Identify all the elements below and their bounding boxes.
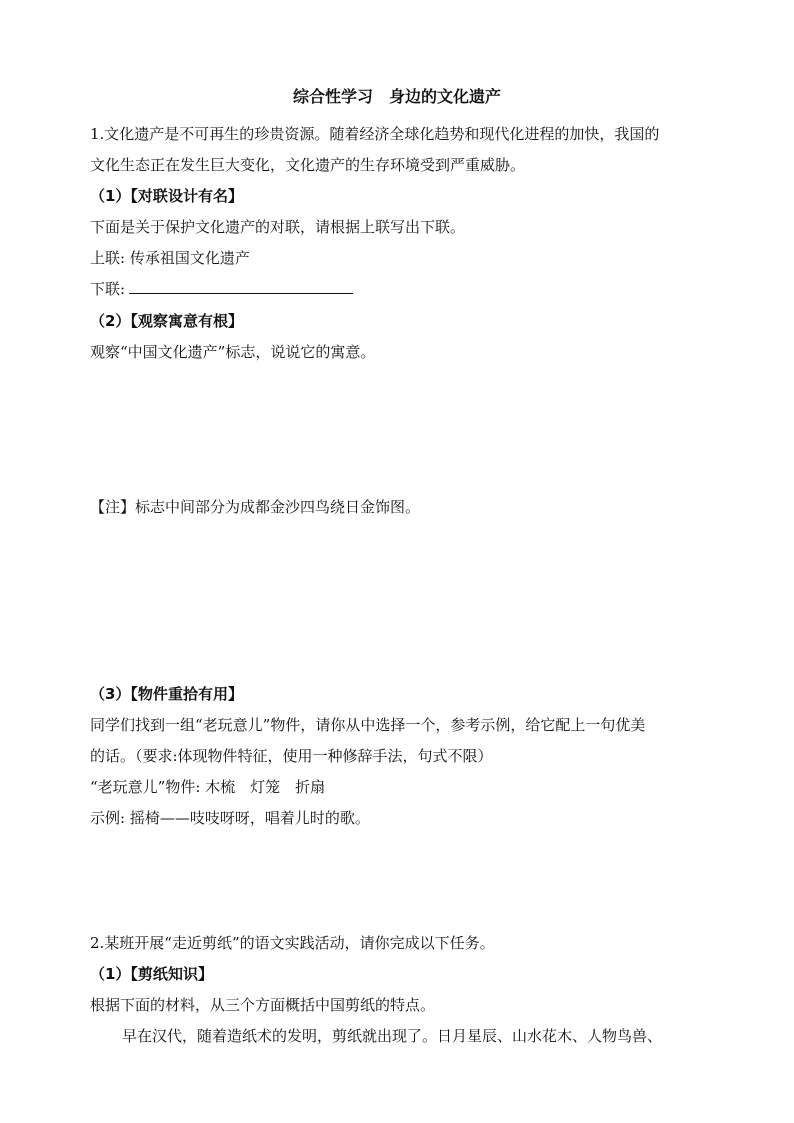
q2-part1-label-text: （1）【剪纸知识】 <box>90 965 213 983</box>
q1-intro-line1: 1.文化遗产是不可再生的珍贵资源。随着经济全球化趋势和现代化进程的加快，我国的 <box>90 125 660 143</box>
q1-part2-label <box>90 311 704 331</box>
q1-part2-text: 观察“中国文化遗产”标志，说说它的寓意。 <box>90 343 376 361</box>
page-title: 综合性学习 身边的文化遗产 <box>292 87 501 106</box>
q1-part3-label-text: （3）【物件重拾有用】 <box>90 685 243 703</box>
q1-part2-label-text: （2）【观察寓意有根】 <box>90 312 243 330</box>
q1-part3-line2: 的话。（要求:体现物件特征，使用一种修辞手法，句式不限） <box>90 747 493 765</box>
q1-part1-label <box>90 186 704 206</box>
lower-couplet-answer-blank[interactable] <box>129 279 353 294</box>
lower-couplet-label: 下联: <box>90 280 126 298</box>
logo-note: 【注】标志中间部分为成都金沙四鸟绕日金饰图。 <box>90 498 421 516</box>
q1-part1-label-text: （1）【对联设计有名】 <box>90 187 243 205</box>
q2-part1-label <box>90 964 704 984</box>
q1-intro-line2: 文化生态正在发生巨大变化，文化遗产的生存环境受到严重威胁。 <box>90 156 526 174</box>
q1-part3-label <box>90 684 704 704</box>
q2-material-line1: 早在汉代，随着造纸术的发明，剪纸就出现了。日月星辰、山水花木、人物鸟兽、 <box>122 1027 663 1045</box>
upper-couplet: 上联: 传承祖国文化遗产 <box>90 249 250 267</box>
lower-couplet-row <box>90 279 704 299</box>
example-line: 示例: 摇椅——吱吱呀呀，唱着儿时的歌。 <box>90 809 370 827</box>
q2-intro: 2.某班开展“走近剪纸”的语文实践活动，请你完成以下任务。 <box>90 934 495 952</box>
objects-line: “老玩意儿”物件: 木梳 灯笼 折扇 <box>90 778 326 796</box>
q1-part3-line1: 同学们找到一组“老玩意儿”物件，请你从中选择一个，参考示例，给它配上一句优美 <box>90 716 646 734</box>
q1-part1-text: 下面是关于保护文化遗产的对联，请根据上联写出下联。 <box>90 218 466 236</box>
q2-part1-text: 根据下面的材料，从三个方面概括中国剪纸的特点。 <box>90 996 436 1014</box>
